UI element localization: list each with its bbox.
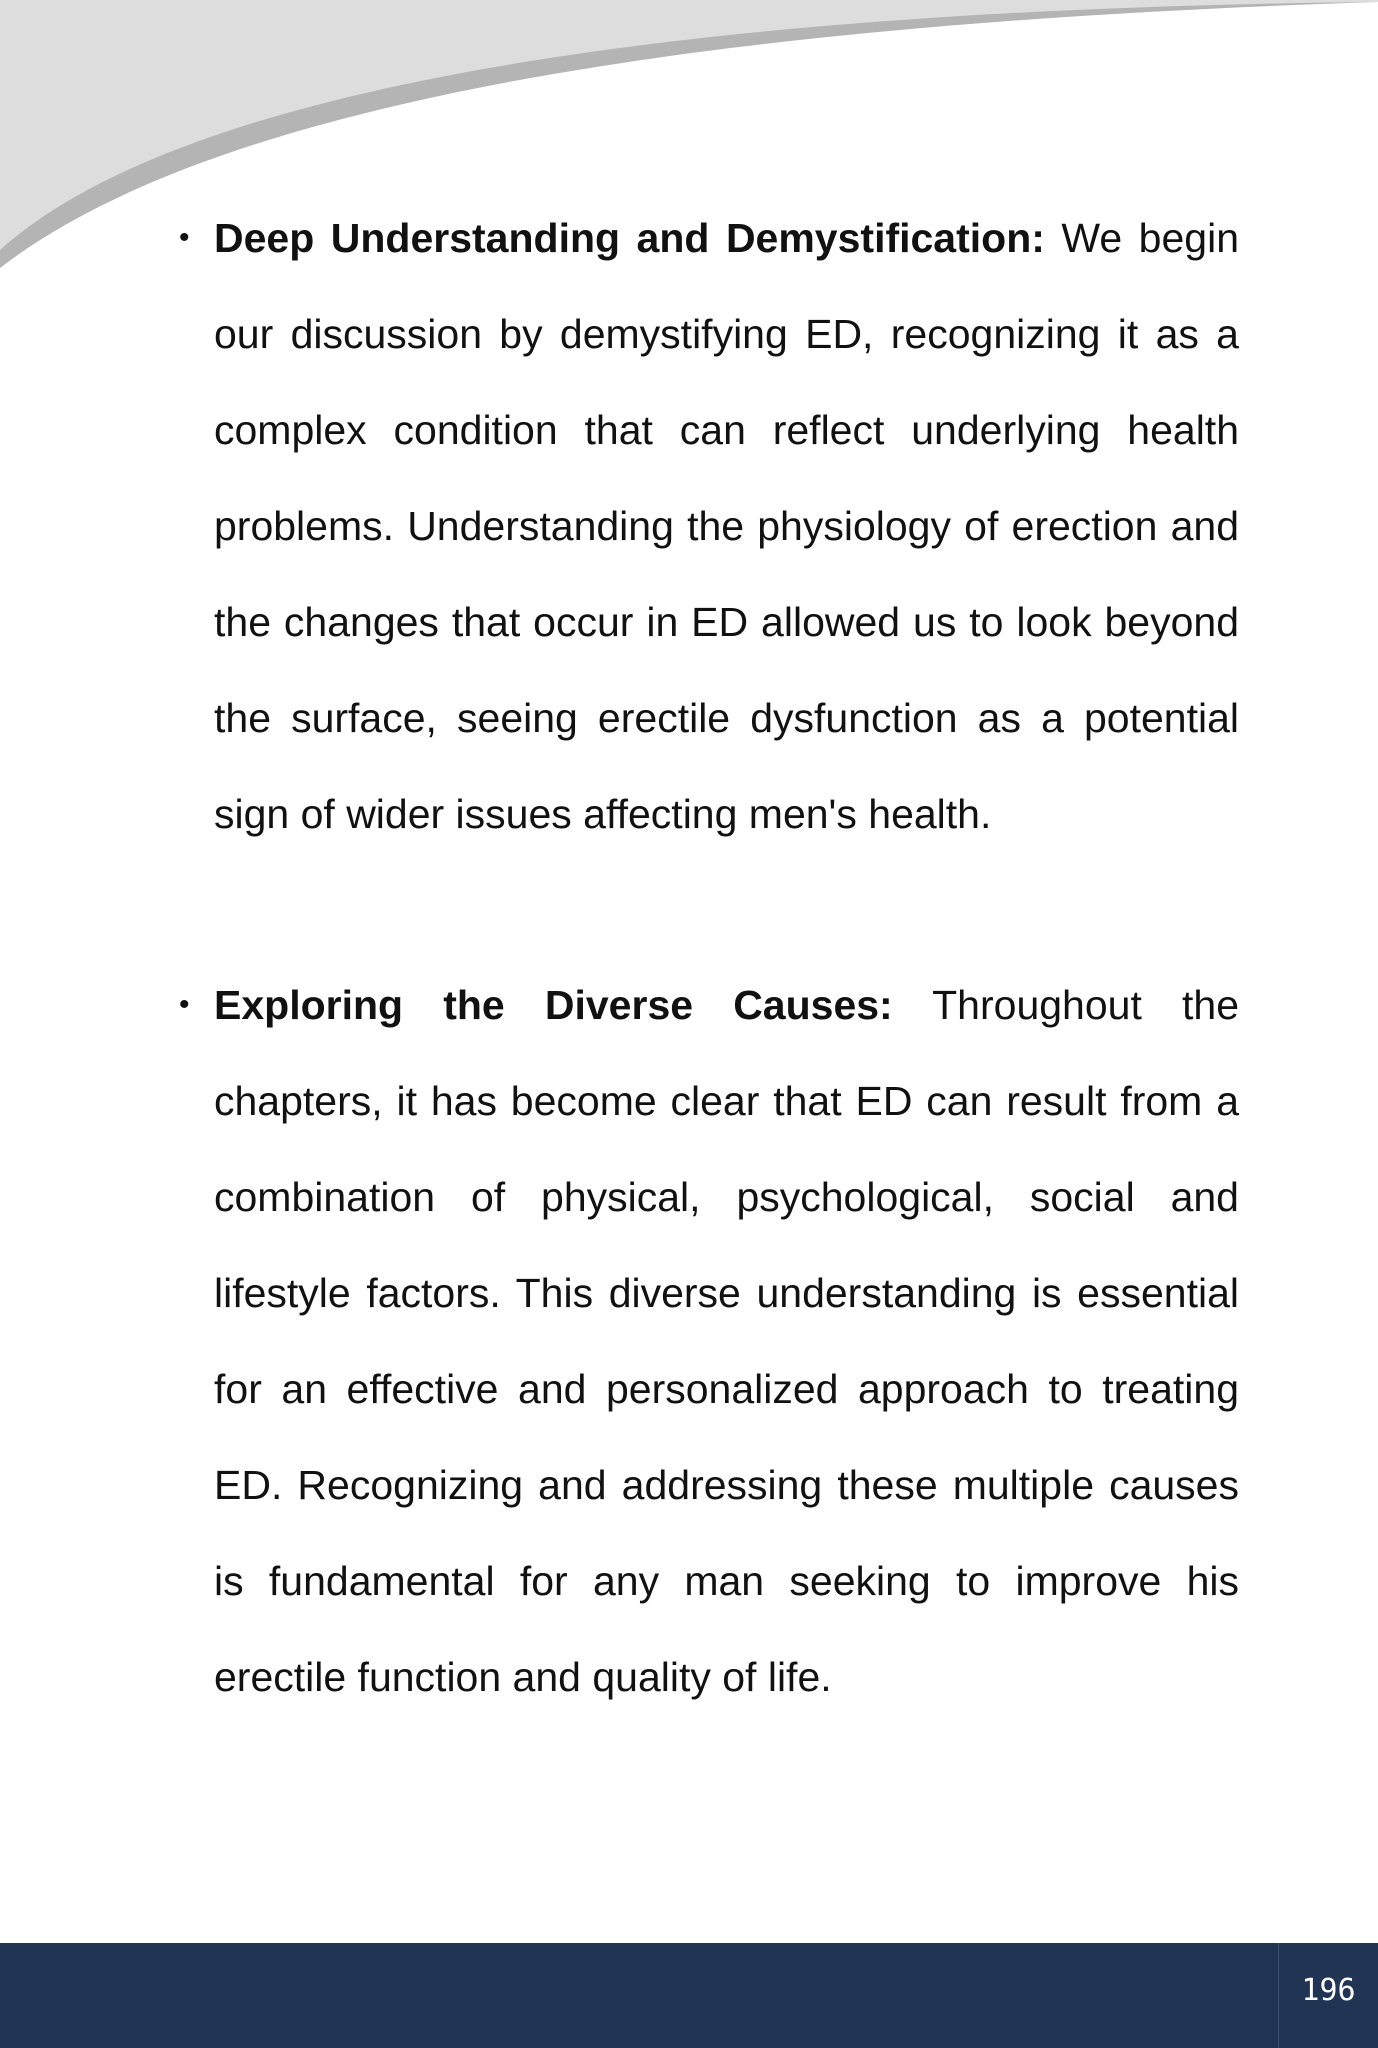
bullet-dot-icon: • (179, 988, 190, 1021)
page-content (175, 190, 1239, 1725)
bullet-item-causes (175, 957, 1239, 1725)
page-number-box (1278, 1943, 1378, 2048)
bullet-dot-icon: • (179, 221, 190, 254)
page-number: 196 (1301, 1973, 1356, 2008)
page-footer (0, 1943, 1378, 2048)
bullet-list (175, 190, 1239, 1725)
bullet-text: We begin our discussion by demystifying ED, recognizing it as a complex condition that can reflect underlying health problems. Understanding the physiology of erection and the changes that occur in ED allowed us to look beyond the surface, seeing erectile dysfunction as a potential sign of wider issues affecting men's health. (214, 215, 1240, 837)
bullet-heading: Exploring the Diverse Causes: (214, 982, 893, 1028)
bullet-text: Throughout the chapters, it has become clear that ED can result from a combination of physical, psychological, social and lifestyle factors. This diverse understanding is essential for an effective and personalized approach to treating ED. Recognizing and addressing these multiple causes is fundamental for any man seeking to improve his erectile function and quality of life. (214, 982, 1239, 1700)
bullet-heading: Deep Understanding and Demystification: (214, 215, 1045, 261)
bullet-item-understanding (175, 190, 1239, 862)
